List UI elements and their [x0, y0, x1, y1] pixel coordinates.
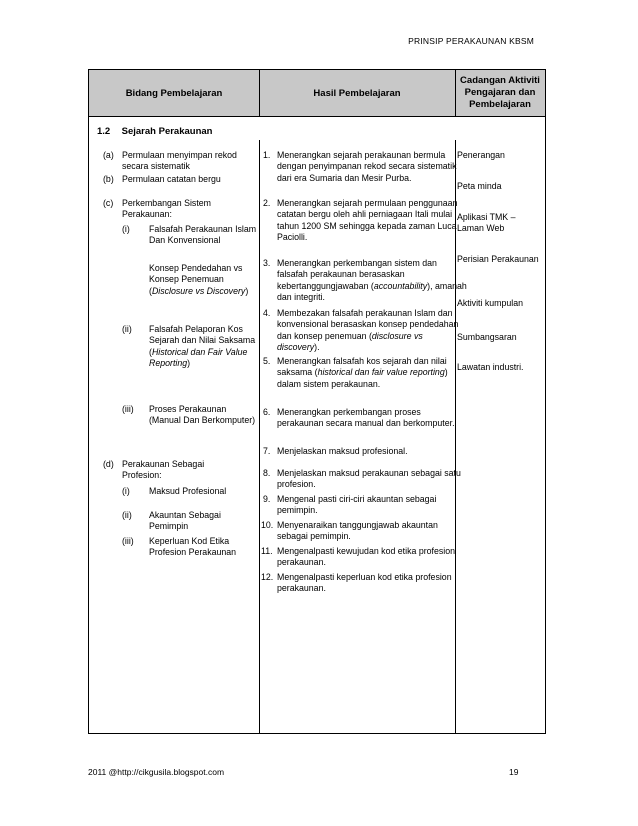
outcome-text-part: ), amanah dan integriti.	[277, 280, 467, 303]
outcome-text	[277, 308, 467, 354]
outcome-text-part: ) dalam sistem perakaunan.	[277, 367, 448, 389]
page-number: 19	[509, 767, 519, 777]
activity-item: Penerangan	[457, 150, 505, 160]
outcome-text: Menyenaraikan tanggungjawab akauntan sebagai pemimpin.	[277, 520, 438, 542]
topic-text: Permulaan catatan bergu	[122, 174, 221, 184]
running-header: PRINSIP PERAKAUNAN KBSM	[408, 36, 534, 46]
outcome-number: 7.	[263, 446, 271, 456]
activity-item: Aktiviti kumpulan	[457, 298, 524, 308]
outcome-text-part: Membezakan falsafah perakaunan Islam dan konvensional berasaskan konsep pendedahan dan konsep penemuan (	[277, 308, 459, 341]
outcome-number: 10.	[261, 520, 274, 530]
outcome-text: Menerangkan sejarah permulaan penggunaan catatan bergu oleh ahli perniagaan Itali mulai tahun 1200 SM sehingga kepada zaman Luca Paciolli.	[277, 198, 458, 243]
topic-text: Perkembangan Sistem Perakaunan:	[122, 198, 211, 220]
topic-text: Permulaan menyimpan rekod secara sistematik	[122, 150, 237, 172]
subtopic-continuation-italic: Disclosure vs Discovery	[151, 285, 246, 296]
column-header-activities: Cadangan Aktiviti Pengajaran dan Pembelajaran	[460, 75, 540, 110]
subtopic-label: (ii)	[122, 324, 132, 334]
subtopic-label: (i)	[122, 224, 130, 234]
section-title: Sejarah Perakaunan	[121, 126, 213, 137]
topic-label: (b)	[103, 174, 114, 184]
subtopic-text-part: )	[187, 358, 191, 369]
subtopic-text: Falsafah Perakaunan Islam Dan Konvensional	[149, 224, 257, 246]
outcome-number: 6.	[263, 407, 271, 417]
section-number: 1.2	[97, 126, 111, 137]
outcome-number: 3.	[263, 258, 271, 268]
activity-item: Peta minda	[457, 181, 502, 191]
outcome-text: Mengenalpasti keperluan kod etika profesion perakaunan.	[277, 572, 452, 594]
topic-label: (c)	[103, 198, 114, 208]
outcome-text	[277, 258, 467, 304]
footer-source: 2011 @http://cikgusila.blogspot.com	[88, 767, 225, 777]
table-header-row	[89, 70, 545, 117]
activity-item: Aplikasi TMK – Laman Web	[457, 212, 516, 234]
subtopic-text: Akauntan Sebagai Pemimpin	[149, 510, 221, 532]
subtopic-label: (iii)	[122, 536, 134, 546]
header-divider	[455, 70, 456, 116]
outcome-number: 1.	[263, 150, 271, 160]
outcome-number: 9.	[263, 494, 271, 504]
outcome-text-italic: accountability	[373, 280, 428, 291]
subtopic-text: Maksud Profesional	[149, 486, 227, 496]
outcome-text-part: ).	[314, 342, 320, 353]
subtopic-text: Proses Perakaunan (Manual Dan Berkomputer)	[149, 404, 256, 426]
subtopic-continuation	[149, 263, 257, 297]
outcome-text: Mengenal pasti ciri-ciri akauntan sebagai pemimpin.	[277, 494, 437, 516]
topic-text: Perakaunan Sebagai Profesion:	[122, 459, 205, 481]
section-heading	[97, 126, 212, 137]
outcome-number: 4.	[263, 308, 271, 318]
outcome-text: Menjelaskan maksud profesional.	[277, 446, 408, 456]
activity-item: Lawatan industri.	[457, 362, 524, 372]
subtopic-text-part: Falsafah Pelaporan Kos Sejarah dan Nilai Saksama (	[149, 324, 256, 357]
outcome-number: 11.	[261, 546, 273, 556]
subtopic-text	[149, 324, 259, 370]
activity-item: Perisian Perakaunan	[457, 254, 539, 264]
outcome-text	[277, 356, 467, 390]
outcome-text: Menerangkan sejarah perakaunan bermula dengan penyimpanan rekod secara sistematik dari era Sumaria dan Mesir Purba.	[277, 150, 457, 183]
column-header-learning-outcomes: Hasil Pembelajaran	[313, 87, 401, 99]
outcome-number: 5.	[263, 356, 271, 366]
outcome-text: Mengenalpasti kewujudan kod etika profesion perakaunan.	[277, 546, 456, 568]
outcome-number: 12.	[261, 572, 274, 582]
outcome-text-part: Menerangkan perkembangan sistem dan falsafah perakaunan berasaskan kebertanggungjawaban (	[277, 258, 437, 291]
subtopic-label: (i)	[122, 486, 130, 496]
subtopic-label: (ii)	[122, 510, 132, 520]
topic-label: (d)	[103, 459, 114, 469]
header-divider	[259, 70, 260, 116]
outcome-text-italic: historical dan fair value reporting	[317, 367, 445, 378]
column-divider	[259, 140, 260, 733]
outcome-text: Menerangkan perkembangan proses perakaunan secara manual dan berkomputer.	[277, 407, 455, 429]
topic-label: (a)	[103, 150, 114, 160]
subtopic-continuation-text: Konsep Pendedahan vs Konsep Penemuan (	[149, 263, 243, 296]
column-header-learning-area: Bidang Pembelajaran	[125, 87, 223, 99]
outcome-number: 8.	[263, 468, 271, 478]
subtopic-text: Keperluan Kod Etika Profesion Perakaunan	[149, 536, 237, 558]
outcome-text-part: Menerangkan falsafah kos sejarah dan nilai saksama (	[277, 356, 447, 378]
subtopic-label: (iii)	[122, 404, 134, 414]
activity-item: Sumbangsaran	[457, 332, 517, 342]
syllabus-table	[88, 69, 546, 734]
outcome-text: Menjelaskan maksud perakaunan sebagai satu profesion.	[277, 468, 461, 490]
outcome-number: 2.	[263, 198, 271, 208]
subtopic-continuation-text: )	[245, 285, 249, 296]
subtopic-text-italic: Historical dan Fair Value Reporting	[149, 346, 248, 369]
outcome-text-italic: disclosure vs discovery	[277, 330, 423, 353]
